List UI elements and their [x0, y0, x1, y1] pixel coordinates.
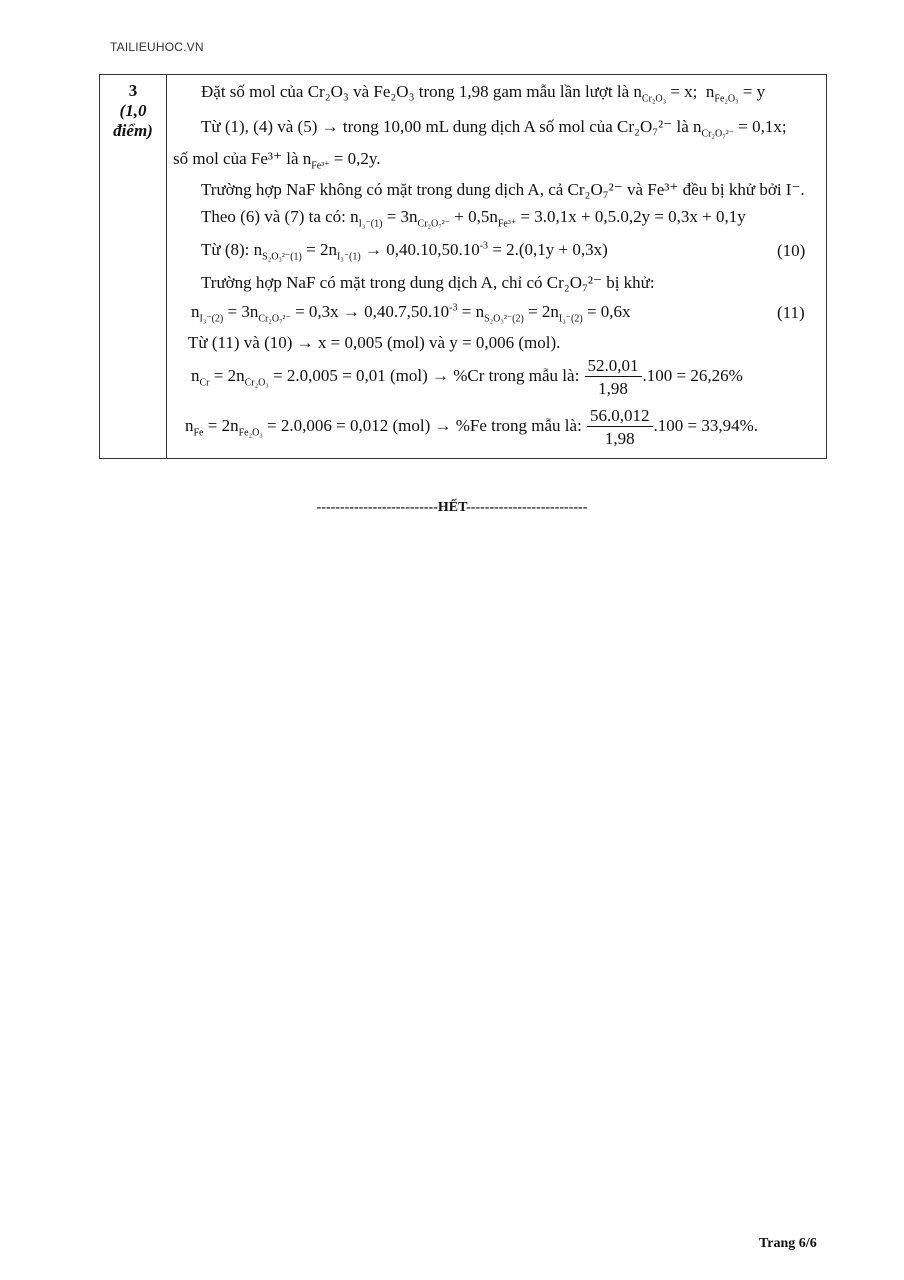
line-iron-moles: số mol của Fe³⁺ là $n_{Fe^{3+}} = 0,2y$. — [173, 149, 381, 172]
chromium-fraction: $\frac{52.0,01}{1,98}$ — [585, 357, 642, 397]
answer-table — [99, 74, 827, 459]
line-chromium-percent: $n_{Cr} = 2n_{Cr_2O_3} = 2.0,005 = 0,01$ (mol) → %Cr trong mẫu là: $\frac{52.0,01}{1,98}$ .100 = 26,26% — [191, 356, 743, 398]
question-number: 3 — [128, 81, 138, 100]
question-points-unit: điểm) — [113, 121, 153, 140]
question-cell — [100, 75, 167, 458]
equation-number-11: (11) — [777, 303, 805, 322]
site-header: TAILIEUHOC.VN — [110, 40, 204, 54]
line-theo-6-7: Theo (6) và (7) ta có: $n_{I_3^-(1)} = 3n_{Cr_2O_7^{2-}} + 0,5n_{Fe^{3+}} = 3.0,1x + 0,5.0,2y = 0,3x + 0,1y$ — [201, 207, 746, 230]
line-case-no-naf: Trường hợp NaF không có mặt trong dung dịch A, cả Cr₂O₇²⁻ và Fe³⁺ đều bị khử bởi I⁻. — [201, 180, 805, 199]
line-from-8: Từ (8): $n_{S_2O_3^{2-}(1)} = 2n_{I_3^-(1)} \to 0,40.10,50.10^{-3} = 2.(0,1y + 0,3x)$ — [201, 240, 608, 263]
line-solve-xy: Từ (11) và (10) → x = 0,005 (mol) và y = 0,006 (mol). — [188, 333, 561, 352]
line-case-with-naf: Trường hợp NaF có mặt trong dung dịch A, chỉ có Cr₂O₇²⁻ bị khử: — [201, 273, 655, 292]
page-number: Trang 6/6 — [759, 1236, 817, 1251]
equation-number-10: (10) — [777, 241, 806, 260]
iron-fraction: $\frac{56.0,012}{1,98}$ — [587, 407, 653, 447]
question-points: (1,0 — [119, 101, 147, 120]
line-iron-percent: $n_{Fe} = 2n_{Fe_2O_3} = 2.0,006 = 0,012$ (mol) → %Fe trong mẫu là: $\frac{56.0,012}{1,98}$ .100 = 33,94%. — [185, 406, 759, 448]
line-dichromate-moles: Từ (1), (4) và (5) → trong 10,00 mL dung dịch A số mol của Cr₂O₇²⁻ là $n_{Cr_2O_7^{2-}} = 0,1x$; — [201, 117, 787, 140]
line-iodine-2: $n_{I_3^-(2)} = 3n_{Cr_2O_7^{2-}} = 0,3x \to 0,40.7,50.10^{-3} = n_{S_2O_3^{2-}(2)} = 2n_{I_3^-(2)} = 0,6x$ — [191, 302, 631, 325]
end-marker: --------------------------HẾT-------------------------- — [316, 500, 588, 515]
line-set-moles: Đặt số mol của Cr₂O₃ và Fe₂O₃ trong 1,98 gam mẫu lần lượt là $n_{Cr_2O_3} = x$; $n_{Fe_2O_3} = y$ — [201, 82, 766, 105]
